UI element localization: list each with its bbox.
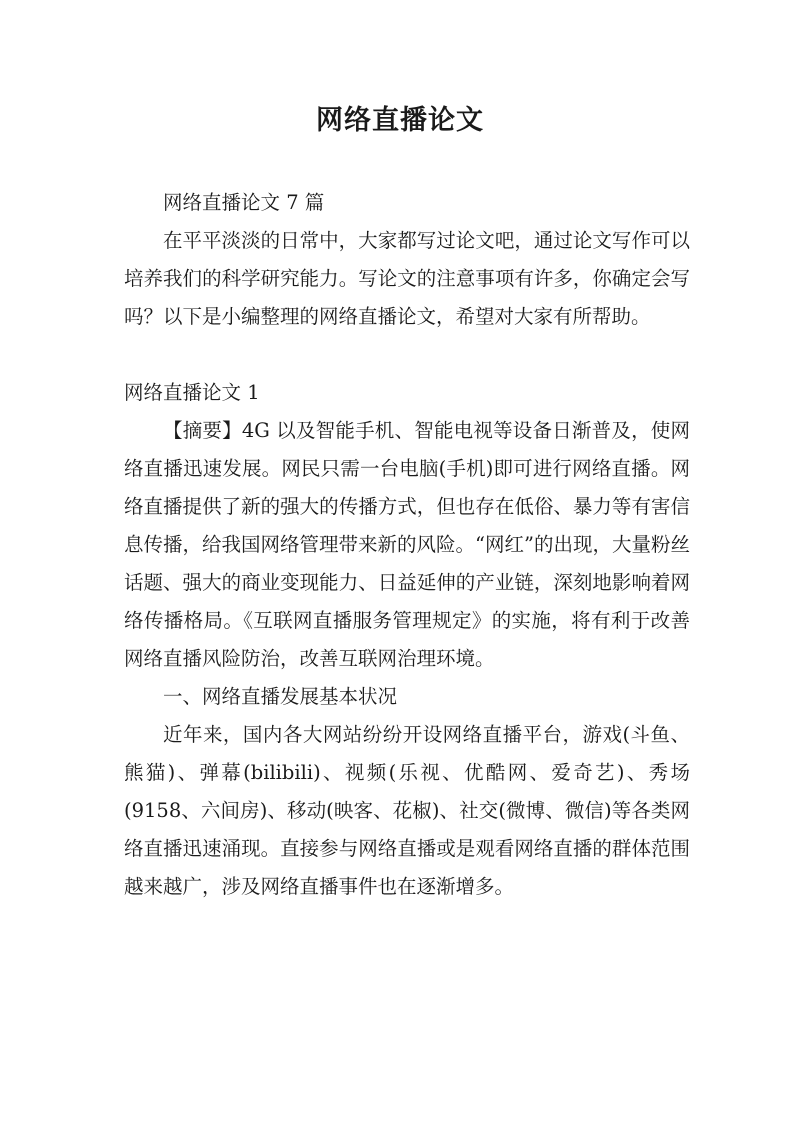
section-heading-basic-status: 一、网络直播发展基本状况 [163,685,398,708]
document-body [124,184,690,906]
intro-paragraph: 在平平淡淡的日常中，大家都写过论文吧，通过论文写作可以培养我们的科学研究能力。写论文的注意事项有许多，你确定会写吗？以下是小编整理的网络直播论文，希望对大家有所帮助。 [124,229,690,328]
section-heading-paper-1: 网络直播论文 1 [124,381,260,404]
document-title: 网络直播论文 [316,105,484,136]
abstract-paragraph: 【摘要】4G 以及智能手机、智能电视等设备日渐普及，使网络直播迅速发展。网民只需一台电脑(手机)即可进行网络直播。网络直播提供了新的强大的传播方式，但也存在低俗、暴力等有害信息传播，给我国网络管理带来新的风险。“网红”的出现，大量粉丝话题、强大的商业变现能力、日益延伸的产业链，深刻地影响着网络传播格局。《互联网直播服务管理规定》的实施，将有利于改善网络直播风险防治，改善互联网治理环境。 [124,419,690,670]
subtitle-paragraph: 网络直播论文 7 篇 [163,191,325,214]
body-paragraph: 近年来，国内各大网站纷纷开设网络直播平台，游戏(斗鱼、熊猫)、弹幕(bilibili)、视频(乐视、优酷网、爱奇艺)、秀场(9158、六间房)、移动(映客、花椒)、社交(微博、微信)等各类网络直播迅速涌现。直接参与网络直播或是观看网络直播的群体范围越来越广，涉及网络直播事件也在逐渐增多。 [124,723,690,898]
